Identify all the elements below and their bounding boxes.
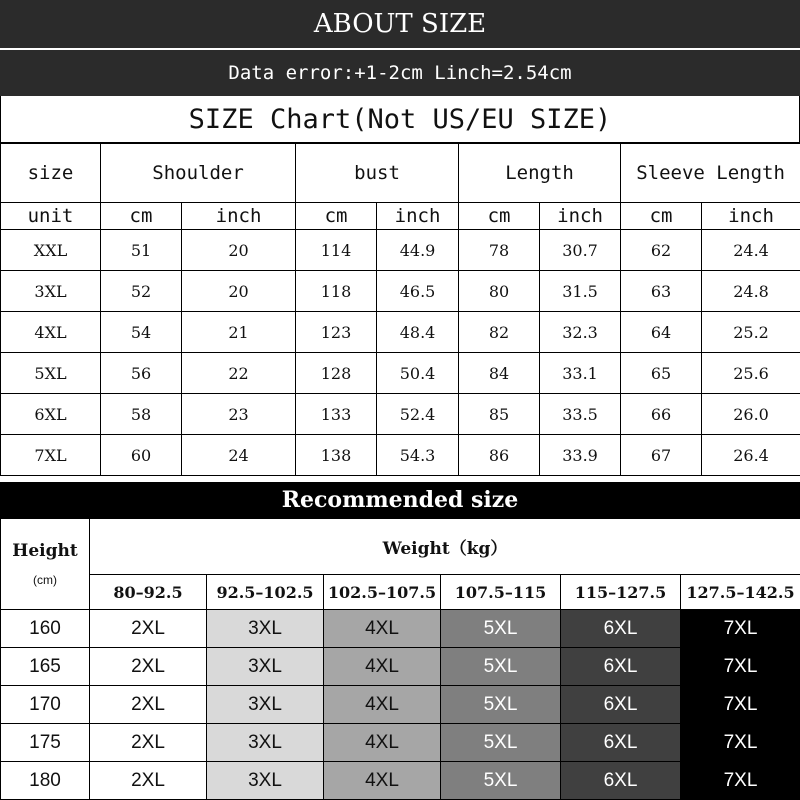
recommended-row xyxy=(1,610,800,648)
shoulder-inch-cell: 21 xyxy=(182,312,296,353)
bust-cm-cell: 128 xyxy=(296,353,377,394)
sleeve-cm-cell: 66 xyxy=(621,394,702,435)
recommended-size-cell: 3XL xyxy=(207,762,324,800)
length-inch-cell: 33.9 xyxy=(540,435,621,476)
size-cell: 7XL xyxy=(1,435,101,476)
size-chart-title-text: SIZE Chart(Not US/EU SIZE) xyxy=(188,103,612,135)
data-error-note: Data error:+1-2cm Linch=2.54cm xyxy=(228,62,572,84)
recommended-size-cell: 7XL xyxy=(681,686,800,724)
recommended-size-cell: 3XL xyxy=(207,610,324,648)
shoulder-cm-cell: 60 xyxy=(101,435,182,476)
data-error-banner xyxy=(0,50,800,96)
sleeve-inch-cell: 24.8 xyxy=(702,271,800,312)
size-row xyxy=(1,230,800,271)
size-row xyxy=(1,353,800,394)
recommended-size-cell: 5XL xyxy=(441,724,561,762)
shoulder-cm-cell: 51 xyxy=(101,230,182,271)
bust-cm-cell: 138 xyxy=(296,435,377,476)
recommended-size-cell: 4XL xyxy=(324,724,441,762)
weight-header-row xyxy=(1,519,800,575)
shoulder-cm-cell: 58 xyxy=(101,394,182,435)
recommended-size-cell: 4XL xyxy=(324,648,441,686)
size-row xyxy=(1,312,800,353)
bust-header: bust xyxy=(296,144,459,203)
bust-cm-cell: 114 xyxy=(296,230,377,271)
size-cell: 5XL xyxy=(1,353,101,394)
bust-inch-cell: 48.4 xyxy=(377,312,459,353)
height-value-cell: 165 xyxy=(1,648,90,686)
length-inch-cell: 31.5 xyxy=(540,271,621,312)
recommended-row xyxy=(1,762,800,800)
shoulder-inch-cell: 24 xyxy=(182,435,296,476)
shoulder-inch-cell: 23 xyxy=(182,394,296,435)
size-row xyxy=(1,271,800,312)
recommended-size-title xyxy=(0,482,800,518)
recommended-size-title-text: Recommended size xyxy=(281,487,519,513)
recommended-size-cell: 7XL xyxy=(681,762,800,800)
unit-cell: inch xyxy=(540,203,621,230)
recommended-size-cell: 5XL xyxy=(441,648,561,686)
recommended-size-cell: 6XL xyxy=(561,762,681,800)
recommended-size-cell: 2XL xyxy=(90,610,207,648)
weight-range-cell: 92.5–102.5 xyxy=(207,575,324,610)
unit-cell: cm xyxy=(459,203,540,230)
size-cell: 3XL xyxy=(1,271,101,312)
recommended-size-cell: 3XL xyxy=(207,648,324,686)
sleeve-inch-cell: 26.0 xyxy=(702,394,800,435)
recommended-size-cell: 6XL xyxy=(561,610,681,648)
size-row xyxy=(1,435,800,476)
recommended-size-cell: 3XL xyxy=(207,686,324,724)
shoulder-inch-cell: 20 xyxy=(182,230,296,271)
bust-cm-cell: 118 xyxy=(296,271,377,312)
unit-cell: inch xyxy=(377,203,459,230)
recommended-size-cell: 4XL xyxy=(324,686,441,724)
unit-cell: cm xyxy=(101,203,182,230)
bust-inch-cell: 44.9 xyxy=(377,230,459,271)
recommended-size-table xyxy=(0,518,800,800)
shoulder-cm-cell: 54 xyxy=(101,312,182,353)
size-cell: 6XL xyxy=(1,394,101,435)
length-cm-cell: 85 xyxy=(459,394,540,435)
unit-cell: inch xyxy=(702,203,800,230)
sleeve-cm-cell: 67 xyxy=(621,435,702,476)
bust-inch-cell: 50.4 xyxy=(377,353,459,394)
bust-cm-cell: 133 xyxy=(296,394,377,435)
weight-range-row xyxy=(1,575,800,610)
weight-range-cell: 107.5–115 xyxy=(441,575,561,610)
sleeve-cm-cell: 62 xyxy=(621,230,702,271)
length-cm-cell: 78 xyxy=(459,230,540,271)
recommended-size-cell: 4XL xyxy=(324,610,441,648)
unit-cell: unit xyxy=(1,203,101,230)
recommended-size-cell: 5XL xyxy=(441,686,561,724)
sleeve-inch-cell: 25.6 xyxy=(702,353,800,394)
unit-cell: cm xyxy=(296,203,377,230)
bust-cm-cell: 123 xyxy=(296,312,377,353)
length-inch-cell: 33.5 xyxy=(540,394,621,435)
size-row xyxy=(1,394,800,435)
height-unit: (cm) xyxy=(33,573,57,587)
length-inch-cell: 32.3 xyxy=(540,312,621,353)
sleeve-inch-cell: 24.4 xyxy=(702,230,800,271)
shoulder-inch-cell: 22 xyxy=(182,353,296,394)
recommended-size-cell: 2XL xyxy=(90,762,207,800)
recommended-size-cell: 2XL xyxy=(90,724,207,762)
size-chart-table xyxy=(0,143,800,476)
recommended-row xyxy=(1,686,800,724)
sleeve-cm-cell: 63 xyxy=(621,271,702,312)
size-header-row xyxy=(1,144,800,203)
sleeve-length-header: Sleeve Length xyxy=(621,144,800,203)
length-inch-cell: 33.1 xyxy=(540,353,621,394)
about-size-title: ABOUT SIZE xyxy=(313,9,487,39)
shoulder-inch-cell: 20 xyxy=(182,271,296,312)
sleeve-cm-cell: 64 xyxy=(621,312,702,353)
recommended-size-cell: 7XL xyxy=(681,724,800,762)
weight-range-cell: 102.5–107.5 xyxy=(324,575,441,610)
recommended-row xyxy=(1,724,800,762)
bust-inch-cell: 52.4 xyxy=(377,394,459,435)
recommended-size-cell: 4XL xyxy=(324,762,441,800)
shoulder-cm-cell: 52 xyxy=(101,271,182,312)
weight-label: Weight（kg） xyxy=(90,519,800,575)
height-label: Height xyxy=(12,541,78,561)
length-inch-cell: 30.7 xyxy=(540,230,621,271)
size-cell: 4XL xyxy=(1,312,101,353)
size-cell: XXL xyxy=(1,230,101,271)
weight-range-cell: 127.5–142.5 xyxy=(681,575,800,610)
sleeve-inch-cell: 26.4 xyxy=(702,435,800,476)
height-value-cell: 160 xyxy=(1,610,90,648)
height-value-cell: 175 xyxy=(1,724,90,762)
recommended-size-cell: 2XL xyxy=(90,686,207,724)
recommended-row xyxy=(1,648,800,686)
recommended-size-cell: 6XL xyxy=(561,686,681,724)
recommended-size-cell: 7XL xyxy=(681,648,800,686)
length-cm-cell: 84 xyxy=(459,353,540,394)
size-chart-title xyxy=(0,96,800,143)
bust-inch-cell: 54.3 xyxy=(377,435,459,476)
size-header: size xyxy=(1,144,101,203)
recommended-size-cell: 2XL xyxy=(90,648,207,686)
length-cm-cell: 80 xyxy=(459,271,540,312)
weight-range-cell: 80–92.5 xyxy=(90,575,207,610)
length-cm-cell: 86 xyxy=(459,435,540,476)
length-header: Length xyxy=(459,144,621,203)
unit-cell: cm xyxy=(621,203,702,230)
recommended-size-cell: 5XL xyxy=(441,610,561,648)
unit-row xyxy=(1,203,800,230)
height-value-cell: 180 xyxy=(1,762,90,800)
recommended-size-cell: 3XL xyxy=(207,724,324,762)
shoulder-cm-cell: 56 xyxy=(101,353,182,394)
length-cm-cell: 82 xyxy=(459,312,540,353)
recommended-size-cell: 5XL xyxy=(441,762,561,800)
height-header-cell xyxy=(1,519,90,610)
recommended-size-cell: 6XL xyxy=(561,648,681,686)
bust-inch-cell: 46.5 xyxy=(377,271,459,312)
shoulder-header: Shoulder xyxy=(101,144,296,203)
height-value-cell: 170 xyxy=(1,686,90,724)
unit-cell: inch xyxy=(182,203,296,230)
sleeve-cm-cell: 65 xyxy=(621,353,702,394)
weight-range-cell: 115–127.5 xyxy=(561,575,681,610)
sleeve-inch-cell: 25.2 xyxy=(702,312,800,353)
recommended-size-cell: 6XL xyxy=(561,724,681,762)
recommended-size-cell: 7XL xyxy=(681,610,800,648)
about-size-banner xyxy=(0,0,800,50)
